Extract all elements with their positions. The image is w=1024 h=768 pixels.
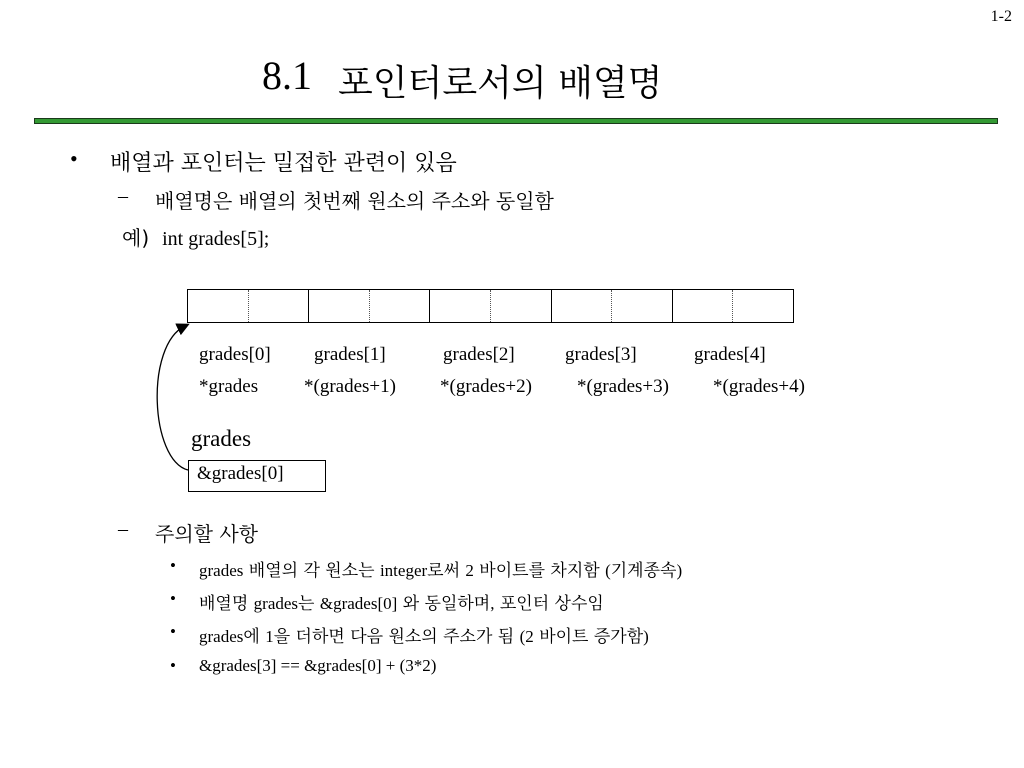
index-label: grades[1] bbox=[314, 344, 386, 365]
main-bullet-text: 배열과 포인터는 밀접한 관련이 있음 bbox=[110, 151, 457, 176]
caution-item bbox=[199, 589, 604, 614]
slide-title-number: 8.1 bbox=[262, 53, 312, 98]
caution-heading: 주의할 사항 bbox=[155, 522, 258, 546]
address-expression: &grades[0] bbox=[197, 463, 284, 484]
caution-item bbox=[199, 556, 682, 581]
caution-text: , bbox=[490, 594, 495, 613]
caution-text: ) bbox=[643, 627, 649, 646]
caution-text: 포인터 상수임 bbox=[494, 594, 604, 614]
pointer-label: *(grades+4) bbox=[713, 376, 805, 397]
caution-text: &grades[3] == &grades[0] + (3*2) bbox=[199, 656, 437, 675]
caution-text: 1 bbox=[265, 627, 274, 646]
array-cell bbox=[552, 290, 673, 322]
index-label: grades[3] bbox=[565, 344, 637, 365]
index-label: grades[2] bbox=[443, 344, 515, 365]
caution-text: 을 더하면 다음 원소의 주소가 됨 bbox=[273, 627, 520, 647]
caution-text: integer bbox=[379, 561, 428, 580]
caution-item-marker: • bbox=[170, 656, 176, 675]
bullet-marker: • bbox=[70, 146, 78, 171]
array-diagram bbox=[187, 289, 794, 323]
caution-item-marker: • bbox=[170, 589, 176, 608]
array-name-label: grades bbox=[191, 426, 252, 451]
slide-title: 포인터로서의 배열명 bbox=[338, 63, 663, 104]
example-line bbox=[122, 222, 269, 251]
index-label: grades[4] bbox=[694, 344, 766, 365]
array-cell bbox=[309, 290, 430, 322]
caution-item bbox=[199, 656, 436, 676]
caution-item bbox=[199, 622, 649, 647]
caution-marker: – bbox=[118, 518, 128, 540]
pointer-label: *(grades+1) bbox=[304, 376, 396, 397]
index-label: grades[0] bbox=[199, 344, 271, 365]
pointer-label: *(grades+2) bbox=[440, 376, 532, 397]
caution-text: 기계종속 bbox=[610, 561, 677, 581]
caution-text: 와 동일하며 bbox=[397, 594, 491, 614]
array-cell bbox=[673, 290, 793, 322]
pointer-label: *(grades+3) bbox=[577, 376, 669, 397]
array-cell bbox=[430, 290, 551, 322]
caution-text: (2 bbox=[519, 627, 534, 646]
caution-text: 로써 bbox=[427, 561, 466, 581]
pointer-label: *grades bbox=[199, 376, 259, 397]
caution-text: grades bbox=[199, 561, 244, 580]
caution-text: 바이트를 차지함 bbox=[473, 561, 606, 581]
caution-text: 바이트 증가함 bbox=[533, 627, 644, 647]
caution-text: &grades[0] bbox=[319, 594, 398, 613]
caution-text: 배열명 bbox=[199, 594, 254, 614]
title-divider bbox=[34, 118, 998, 124]
caution-text: 는 bbox=[298, 594, 320, 614]
example-prefix: 예) bbox=[122, 226, 150, 250]
caution-item-marker: • bbox=[170, 622, 176, 641]
sub-bullet-marker: – bbox=[118, 185, 128, 207]
caution-text: grades bbox=[253, 594, 299, 613]
caution-item-marker: • bbox=[170, 556, 176, 575]
example-code: int grades[5]; bbox=[162, 228, 270, 250]
caution-text: 에 bbox=[243, 627, 266, 647]
caution-text: ) bbox=[676, 561, 683, 580]
caution-text: 배열의 각 원소는 bbox=[243, 561, 380, 581]
caution-text: grades bbox=[199, 627, 244, 646]
sub-bullet-text: 배열명은 배열의 첫번째 원소의 주소와 동일함 bbox=[155, 189, 554, 213]
page-number: 1-2 bbox=[990, 8, 1012, 25]
caution-text: ( bbox=[605, 561, 611, 580]
caution-text: 2 bbox=[465, 561, 474, 580]
array-cell bbox=[188, 290, 309, 322]
